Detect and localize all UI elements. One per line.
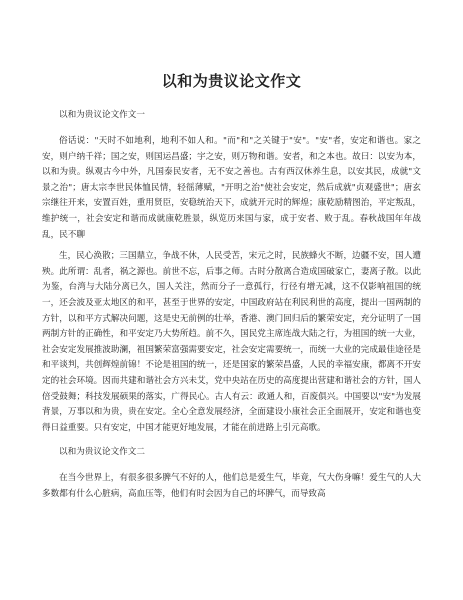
section2-paragraph-1: 在当今世界上，有很多很多脾气不好的人，他们总是爱生气，毕竟，气大伤身嘛！爱生气的人大多数都有什么心脏病，高血压等，他们有时会因为自己的坏脾气，而导致高	[42, 473, 421, 499]
section1-paragraph-1: 俗话说："天时不如地利，地利不如人和。"而"和"之关键于"安"。"安"者，安定和谐也。家之安，则户纳千祥；国之安，则国运昌盛；宇之安，则万物和谐。安者，和之本也。故曰：以安为本，以和为贵。纵观古今中外，凡国泰民安者，无不安之善也。古有西汉休养生息，以安其民，成就"文景之治"；唐太宗李世民体恤民情，轻徭薄赋，"开明之治"使社会安定，然后成就"贞观盛世"；唐玄宗继往开来，安置百姓，重用贤臣，安稳统治天下，成就开元时的辉煌；康乾励精图治，平定叛乱，维护统一，社会安定和谐而成就康乾胜景，纵览历来国与家，成于安者、败于乱。春秋战国年年战乱，民不聊	[42, 136, 421, 240]
document-title: 以和为贵议论文作文	[161, 72, 302, 90]
section-heading-2: 以和为贵议论文作文二	[59, 447, 145, 458]
section1-paragraph-2: 生，民心涣散；三国鼎立，争战不休，人民受苦，宋元之时，民族蜂火不断，边疆不安，国人遭殃。此所谓：乱者，祸之源也。前世不忘，后事之师。古时分散离合造成国破家亡，妻离子散。以此为鉴，台湾与大陆分离已久，国人关注，然而分子一意孤行，行径有增无减，这不仅影响祖国的统一，还会波及亚太地区的和平，甚至于世界的安定，中国政府站在利民利世的高度，提出一国两制的方针，以和平方式解决问题，这是史无前例的壮举，香港、澳门回归后的繁荣安定，充分证明了一国两制方针的正确性，和平安定乃大势所趋。前不久，国民党主席连战大陆之行，为祖国的统一大业，社会安定发展推波助澜，祖国繁荣富强需要安定，社会安定需要统一，而统一大业的完成最佳途径是和平谈判，共创辉煌前锦！不论是祖国的统一，还是国家的繁荣昌盛，人民的幸福安康，都离不开安定的社会环境。因而共建和谐社会方兴未艾，党中央站在历史的高度提出营建和谐社会的方针，国人倍受鼓舞；科技发展硕果的落实，广得民心。古人有云：政通人和，百废俱兴。中国要以"安"为发展背景，万事以和为贵，贵在安定。全心全意发展经济，全面建设小康社会正全面展开，安定和谐也变得日益重要。只有安定，中国才能更好地发展，才能在前进路上引元高歌。	[42, 251, 421, 433]
section-heading-1: 以和为贵议论文作文一	[59, 110, 145, 120]
